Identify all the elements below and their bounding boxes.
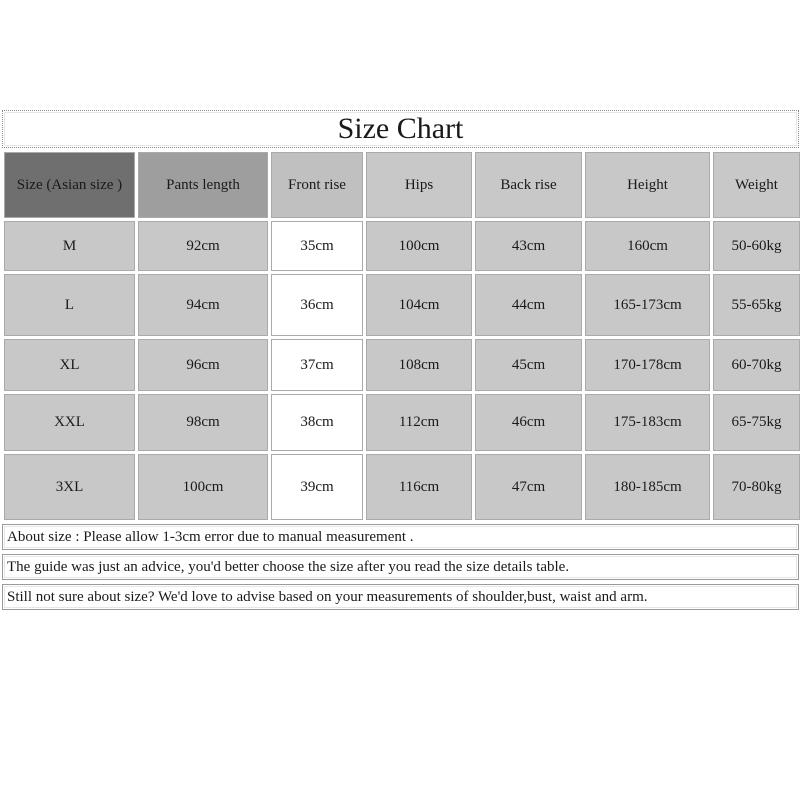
cell-pants-length: 92cm [138, 221, 268, 271]
cell-height: 180-185cm [585, 454, 710, 520]
table-row [4, 394, 800, 451]
table-row [4, 339, 800, 391]
cell-weight: 65-75kg [713, 394, 800, 451]
cell-weight: 55-65kg [713, 274, 800, 336]
note-guide-advice: The guide was just an advice, you'd better choose the size after you read the size details table. [2, 554, 799, 580]
cell-size: L [4, 274, 135, 336]
cell-hips: 112cm [366, 394, 472, 451]
note-contact-advice: Still not sure about size? We'd love to advise based on your measurements of shoulder,bust, waist and arm. [2, 584, 799, 610]
table-row [4, 274, 800, 336]
note-error-margin: About size : Please allow 1-3cm error due to manual measurement . [2, 524, 799, 550]
cell-hips: 116cm [366, 454, 472, 520]
cell-size: 3XL [4, 454, 135, 520]
cell-size: XXL [4, 394, 135, 451]
cell-back-rise: 43cm [475, 221, 582, 271]
cell-hips: 100cm [366, 221, 472, 271]
header-hips: Hips [366, 152, 472, 218]
cell-hips: 104cm [366, 274, 472, 336]
chart-title: Size Chart [2, 110, 799, 148]
header-front-rise: Front rise [271, 152, 363, 218]
cell-pants-length: 100cm [138, 454, 268, 520]
header-pants-length: Pants length [138, 152, 268, 218]
cell-pants-length: 98cm [138, 394, 268, 451]
header-height: Height [585, 152, 710, 218]
cell-back-rise: 46cm [475, 394, 582, 451]
cell-pants-length: 96cm [138, 339, 268, 391]
header-row [4, 152, 800, 218]
cell-weight: 50-60kg [713, 221, 800, 271]
cell-front-rise: 38cm [271, 394, 363, 451]
cell-front-rise: 39cm [271, 454, 363, 520]
cell-front-rise: 36cm [271, 274, 363, 336]
cell-size: M [4, 221, 135, 271]
table-row [4, 221, 800, 271]
header-weight: Weight [713, 152, 800, 218]
cell-weight: 70-80kg [713, 454, 800, 520]
cell-back-rise: 45cm [475, 339, 582, 391]
cell-pants-length: 94cm [138, 274, 268, 336]
cell-back-rise: 47cm [475, 454, 582, 520]
header-back-rise: Back rise [475, 152, 582, 218]
cell-height: 165-173cm [585, 274, 710, 336]
cell-hips: 108cm [366, 339, 472, 391]
cell-height: 175-183cm [585, 394, 710, 451]
header-size: Size (Asian size ) [4, 152, 135, 218]
size-chart [2, 110, 799, 614]
cell-size: XL [4, 339, 135, 391]
cell-front-rise: 35cm [271, 221, 363, 271]
cell-back-rise: 44cm [475, 274, 582, 336]
cell-front-rise: 37cm [271, 339, 363, 391]
cell-height: 170-178cm [585, 339, 710, 391]
cell-weight: 60-70kg [713, 339, 800, 391]
table-row [4, 454, 800, 520]
cell-height: 160cm [585, 221, 710, 271]
size-table [1, 149, 800, 523]
